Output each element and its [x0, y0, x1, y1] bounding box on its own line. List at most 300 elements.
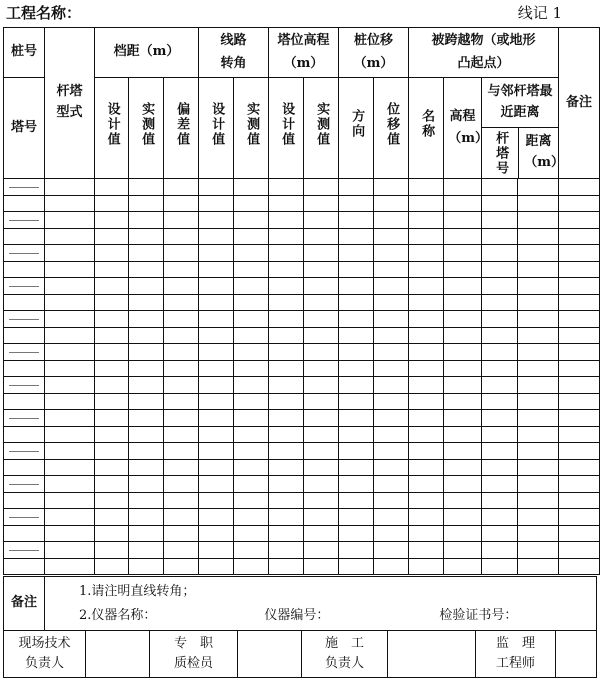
table-cell[interactable]	[95, 493, 129, 509]
table-cell[interactable]	[518, 196, 559, 212]
table-cell[interactable]	[234, 542, 269, 559]
table-cell[interactable]	[339, 460, 374, 476]
table-cell[interactable]	[304, 394, 339, 410]
table-cell[interactable]	[95, 344, 129, 361]
table-cell[interactable]	[339, 509, 374, 526]
table-cell[interactable]	[374, 212, 409, 229]
table-cell[interactable]	[518, 427, 559, 443]
table-cell[interactable]	[4, 278, 45, 295]
table-cell[interactable]	[199, 212, 234, 229]
table-cell[interactable]	[164, 196, 199, 212]
table-cell[interactable]	[129, 394, 164, 410]
table-cell[interactable]	[164, 542, 199, 559]
table-cell[interactable]	[559, 344, 600, 361]
table-cell[interactable]	[4, 377, 45, 394]
table-cell[interactable]	[269, 526, 304, 542]
table-cell[interactable]	[339, 179, 374, 196]
table-cell[interactable]	[304, 328, 339, 344]
table-cell[interactable]	[164, 427, 199, 443]
table-cell[interactable]	[409, 443, 444, 460]
table-cell[interactable]	[45, 311, 95, 328]
table-cell[interactable]	[45, 328, 95, 344]
table-cell[interactable]	[129, 542, 164, 559]
table-cell[interactable]	[234, 443, 269, 460]
table-cell[interactable]	[164, 526, 199, 542]
table-cell[interactable]	[482, 526, 518, 542]
table-cell[interactable]	[559, 559, 600, 575]
table-cell[interactable]	[518, 262, 559, 278]
table-cell[interactable]	[482, 559, 518, 575]
table-cell[interactable]	[129, 196, 164, 212]
table-cell[interactable]	[164, 328, 199, 344]
table-cell[interactable]	[164, 460, 199, 476]
table-cell[interactable]	[164, 179, 199, 196]
table-cell[interactable]	[444, 311, 482, 328]
table-cell[interactable]	[234, 295, 269, 311]
table-cell[interactable]	[518, 493, 559, 509]
table-cell[interactable]	[444, 559, 482, 575]
table-cell[interactable]	[234, 394, 269, 410]
table-cell[interactable]	[95, 361, 129, 377]
table-cell[interactable]	[409, 526, 444, 542]
table-cell[interactable]	[164, 295, 199, 311]
table-cell[interactable]	[269, 542, 304, 559]
sig-site-tech-field[interactable]	[86, 631, 150, 678]
table-cell[interactable]	[482, 394, 518, 410]
table-cell[interactable]	[444, 196, 482, 212]
table-cell[interactable]	[482, 427, 518, 443]
table-cell[interactable]	[444, 361, 482, 377]
table-cell[interactable]	[129, 344, 164, 361]
table-cell[interactable]	[304, 245, 339, 262]
table-cell[interactable]	[482, 493, 518, 509]
table-cell[interactable]	[95, 245, 129, 262]
table-cell[interactable]	[45, 179, 95, 196]
table-cell[interactable]	[45, 443, 95, 460]
table-cell[interactable]	[339, 394, 374, 410]
table-cell[interactable]	[129, 328, 164, 344]
table-cell[interactable]	[559, 476, 600, 493]
table-cell[interactable]	[164, 229, 199, 245]
table-cell[interactable]	[339, 493, 374, 509]
table-cell[interactable]	[164, 245, 199, 262]
table-cell[interactable]	[482, 410, 518, 427]
table-cell[interactable]	[482, 476, 518, 493]
table-cell[interactable]	[374, 245, 409, 262]
table-cell[interactable]	[409, 394, 444, 410]
table-cell[interactable]	[45, 493, 95, 509]
table-cell[interactable]	[304, 196, 339, 212]
table-cell[interactable]	[129, 559, 164, 575]
table-cell[interactable]	[374, 328, 409, 344]
table-cell[interactable]	[199, 295, 234, 311]
table-cell[interactable]	[339, 196, 374, 212]
table-cell[interactable]	[269, 377, 304, 394]
table-cell[interactable]	[164, 377, 199, 394]
table-cell[interactable]	[95, 212, 129, 229]
table-cell[interactable]	[482, 344, 518, 361]
table-cell[interactable]	[269, 493, 304, 509]
table-cell[interactable]	[482, 245, 518, 262]
table-cell[interactable]	[444, 229, 482, 245]
table-cell[interactable]	[4, 196, 45, 212]
table-cell[interactable]	[234, 328, 269, 344]
table-cell[interactable]	[234, 278, 269, 295]
table-cell[interactable]	[234, 559, 269, 575]
table-cell[interactable]	[339, 344, 374, 361]
table-cell[interactable]	[482, 229, 518, 245]
table-cell[interactable]	[95, 460, 129, 476]
table-cell[interactable]	[518, 410, 559, 427]
table-cell[interactable]	[164, 361, 199, 377]
table-cell[interactable]	[269, 410, 304, 427]
table-cell[interactable]	[374, 427, 409, 443]
table-cell[interactable]	[164, 559, 199, 575]
table-cell[interactable]	[339, 526, 374, 542]
table-cell[interactable]	[234, 311, 269, 328]
table-cell[interactable]	[559, 295, 600, 311]
table-cell[interactable]	[199, 559, 234, 575]
table-cell[interactable]	[199, 179, 234, 196]
table-cell[interactable]	[559, 394, 600, 410]
table-cell[interactable]	[374, 559, 409, 575]
table-cell[interactable]	[559, 328, 600, 344]
table-cell[interactable]	[304, 443, 339, 460]
table-cell[interactable]	[444, 262, 482, 278]
table-cell[interactable]	[374, 410, 409, 427]
table-cell[interactable]	[518, 179, 559, 196]
table-cell[interactable]	[269, 229, 304, 245]
table-cell[interactable]	[95, 559, 129, 575]
table-cell[interactable]	[409, 311, 444, 328]
table-cell[interactable]	[269, 278, 304, 295]
table-cell[interactable]	[374, 460, 409, 476]
table-cell[interactable]	[559, 427, 600, 443]
table-cell[interactable]	[374, 526, 409, 542]
table-cell[interactable]	[409, 196, 444, 212]
table-cell[interactable]	[304, 262, 339, 278]
table-cell[interactable]	[234, 229, 269, 245]
table-cell[interactable]	[199, 377, 234, 394]
table-cell[interactable]	[409, 493, 444, 509]
table-cell[interactable]	[199, 245, 234, 262]
table-cell[interactable]	[559, 311, 600, 328]
table-cell[interactable]	[559, 179, 600, 196]
table-cell[interactable]	[129, 526, 164, 542]
table-cell[interactable]	[95, 311, 129, 328]
table-cell[interactable]	[409, 328, 444, 344]
table-cell[interactable]	[304, 509, 339, 526]
table-cell[interactable]	[339, 476, 374, 493]
table-cell[interactable]	[409, 361, 444, 377]
table-cell[interactable]	[234, 262, 269, 278]
table-cell[interactable]	[45, 526, 95, 542]
table-cell[interactable]	[304, 229, 339, 245]
table-cell[interactable]	[269, 559, 304, 575]
table-cell[interactable]	[269, 427, 304, 443]
table-cell[interactable]	[95, 476, 129, 493]
table-cell[interactable]	[482, 328, 518, 344]
table-cell[interactable]	[559, 460, 600, 476]
table-cell[interactable]	[444, 493, 482, 509]
table-cell[interactable]	[95, 542, 129, 559]
table-cell[interactable]	[4, 179, 45, 196]
table-cell[interactable]	[304, 542, 339, 559]
table-cell[interactable]	[374, 278, 409, 295]
table-cell[interactable]	[4, 394, 45, 410]
table-cell[interactable]	[45, 344, 95, 361]
table-cell[interactable]	[409, 245, 444, 262]
table-cell[interactable]	[234, 245, 269, 262]
table-cell[interactable]	[559, 493, 600, 509]
table-cell[interactable]	[45, 460, 95, 476]
table-cell[interactable]	[234, 476, 269, 493]
table-cell[interactable]	[409, 229, 444, 245]
table-cell[interactable]	[234, 344, 269, 361]
table-cell[interactable]	[4, 229, 45, 245]
table-cell[interactable]	[199, 344, 234, 361]
table-cell[interactable]	[45, 410, 95, 427]
table-cell[interactable]	[409, 344, 444, 361]
table-cell[interactable]	[339, 542, 374, 559]
table-cell[interactable]	[269, 328, 304, 344]
table-cell[interactable]	[444, 295, 482, 311]
table-cell[interactable]	[234, 460, 269, 476]
table-cell[interactable]	[129, 295, 164, 311]
table-cell[interactable]	[374, 542, 409, 559]
table-cell[interactable]	[409, 476, 444, 493]
table-cell[interactable]	[129, 443, 164, 460]
table-cell[interactable]	[199, 361, 234, 377]
table-cell[interactable]	[339, 361, 374, 377]
table-cell[interactable]	[129, 410, 164, 427]
table-cell[interactable]	[518, 245, 559, 262]
table-cell[interactable]	[518, 361, 559, 377]
table-cell[interactable]	[304, 212, 339, 229]
table-cell[interactable]	[199, 229, 234, 245]
table-cell[interactable]	[45, 427, 95, 443]
table-cell[interactable]	[234, 179, 269, 196]
table-cell[interactable]	[339, 245, 374, 262]
table-cell[interactable]	[374, 311, 409, 328]
table-cell[interactable]	[129, 361, 164, 377]
table-cell[interactable]	[518, 212, 559, 229]
table-cell[interactable]	[95, 410, 129, 427]
table-cell[interactable]	[444, 245, 482, 262]
table-cell[interactable]	[199, 278, 234, 295]
table-cell[interactable]	[269, 509, 304, 526]
table-cell[interactable]	[269, 196, 304, 212]
table-cell[interactable]	[339, 295, 374, 311]
table-cell[interactable]	[234, 410, 269, 427]
table-cell[interactable]	[482, 212, 518, 229]
table-cell[interactable]	[129, 493, 164, 509]
table-cell[interactable]	[95, 377, 129, 394]
table-cell[interactable]	[482, 196, 518, 212]
table-cell[interactable]	[444, 212, 482, 229]
table-cell[interactable]	[4, 311, 45, 328]
table-cell[interactable]	[4, 361, 45, 377]
table-cell[interactable]	[374, 493, 409, 509]
table-cell[interactable]	[482, 443, 518, 460]
table-cell[interactable]	[269, 295, 304, 311]
table-cell[interactable]	[4, 427, 45, 443]
table-cell[interactable]	[199, 262, 234, 278]
table-cell[interactable]	[559, 377, 600, 394]
table-cell[interactable]	[199, 460, 234, 476]
table-cell[interactable]	[304, 377, 339, 394]
table-cell[interactable]	[518, 344, 559, 361]
table-cell[interactable]	[409, 559, 444, 575]
table-cell[interactable]	[482, 377, 518, 394]
table-cell[interactable]	[95, 394, 129, 410]
table-cell[interactable]	[234, 526, 269, 542]
table-cell[interactable]	[45, 245, 95, 262]
table-cell[interactable]	[409, 179, 444, 196]
table-cell[interactable]	[444, 328, 482, 344]
table-cell[interactable]	[304, 361, 339, 377]
table-cell[interactable]	[199, 410, 234, 427]
table-cell[interactable]	[129, 460, 164, 476]
table-cell[interactable]	[559, 526, 600, 542]
table-cell[interactable]	[164, 443, 199, 460]
table-cell[interactable]	[339, 328, 374, 344]
table-cell[interactable]	[559, 361, 600, 377]
table-cell[interactable]	[45, 196, 95, 212]
table-cell[interactable]	[444, 179, 482, 196]
table-cell[interactable]	[444, 542, 482, 559]
table-cell[interactable]	[269, 212, 304, 229]
table-cell[interactable]	[518, 278, 559, 295]
table-cell[interactable]	[339, 311, 374, 328]
table-cell[interactable]	[518, 311, 559, 328]
table-cell[interactable]	[482, 460, 518, 476]
table-cell[interactable]	[234, 493, 269, 509]
table-cell[interactable]	[269, 443, 304, 460]
table-cell[interactable]	[4, 460, 45, 476]
table-cell[interactable]	[518, 509, 559, 526]
table-cell[interactable]	[164, 493, 199, 509]
table-cell[interactable]	[482, 278, 518, 295]
table-cell[interactable]	[444, 526, 482, 542]
table-cell[interactable]	[304, 410, 339, 427]
table-cell[interactable]	[45, 262, 95, 278]
table-cell[interactable]	[339, 377, 374, 394]
table-cell[interactable]	[269, 262, 304, 278]
table-cell[interactable]	[164, 262, 199, 278]
table-cell[interactable]	[559, 278, 600, 295]
table-cell[interactable]	[4, 212, 45, 229]
table-cell[interactable]	[518, 443, 559, 460]
table-cell[interactable]	[409, 460, 444, 476]
table-cell[interactable]	[269, 311, 304, 328]
table-cell[interactable]	[199, 427, 234, 443]
table-cell[interactable]	[374, 394, 409, 410]
table-cell[interactable]	[339, 410, 374, 427]
table-cell[interactable]	[45, 394, 95, 410]
table-cell[interactable]	[234, 377, 269, 394]
table-cell[interactable]	[95, 427, 129, 443]
table-cell[interactable]	[444, 443, 482, 460]
table-cell[interactable]	[482, 509, 518, 526]
table-cell[interactable]	[4, 493, 45, 509]
table-cell[interactable]	[199, 311, 234, 328]
table-cell[interactable]	[339, 229, 374, 245]
table-cell[interactable]	[45, 361, 95, 377]
table-cell[interactable]	[444, 344, 482, 361]
table-cell[interactable]	[164, 394, 199, 410]
table-cell[interactable]	[45, 278, 95, 295]
table-cell[interactable]	[304, 460, 339, 476]
table-cell[interactable]	[304, 311, 339, 328]
table-cell[interactable]	[518, 460, 559, 476]
table-cell[interactable]	[199, 526, 234, 542]
table-cell[interactable]	[304, 179, 339, 196]
table-cell[interactable]	[164, 212, 199, 229]
table-cell[interactable]	[304, 526, 339, 542]
table-cell[interactable]	[129, 427, 164, 443]
table-cell[interactable]	[339, 427, 374, 443]
table-cell[interactable]	[164, 509, 199, 526]
table-cell[interactable]	[4, 344, 45, 361]
table-cell[interactable]	[4, 410, 45, 427]
table-cell[interactable]	[95, 509, 129, 526]
table-cell[interactable]	[199, 394, 234, 410]
table-cell[interactable]	[444, 460, 482, 476]
table-cell[interactable]	[304, 559, 339, 575]
table-cell[interactable]	[559, 542, 600, 559]
table-cell[interactable]	[444, 377, 482, 394]
table-cell[interactable]	[164, 476, 199, 493]
table-cell[interactable]	[409, 542, 444, 559]
table-cell[interactable]	[559, 229, 600, 245]
table-cell[interactable]	[4, 295, 45, 311]
table-cell[interactable]	[4, 526, 45, 542]
table-cell[interactable]	[234, 196, 269, 212]
table-cell[interactable]	[339, 212, 374, 229]
sig-qc-field[interactable]	[238, 631, 302, 678]
table-cell[interactable]	[409, 427, 444, 443]
table-cell[interactable]	[559, 262, 600, 278]
table-cell[interactable]	[199, 443, 234, 460]
table-cell[interactable]	[409, 262, 444, 278]
table-cell[interactable]	[304, 278, 339, 295]
table-cell[interactable]	[339, 262, 374, 278]
table-cell[interactable]	[45, 476, 95, 493]
table-cell[interactable]	[129, 212, 164, 229]
table-cell[interactable]	[482, 311, 518, 328]
table-cell[interactable]	[409, 410, 444, 427]
table-cell[interactable]	[4, 559, 45, 575]
table-cell[interactable]	[129, 245, 164, 262]
table-cell[interactable]	[374, 377, 409, 394]
table-cell[interactable]	[234, 212, 269, 229]
table-cell[interactable]	[374, 361, 409, 377]
table-cell[interactable]	[164, 410, 199, 427]
table-cell[interactable]	[199, 196, 234, 212]
table-cell[interactable]	[374, 196, 409, 212]
table-cell[interactable]	[444, 394, 482, 410]
table-cell[interactable]	[95, 196, 129, 212]
table-cell[interactable]	[164, 344, 199, 361]
table-cell[interactable]	[269, 344, 304, 361]
table-cell[interactable]	[518, 328, 559, 344]
sig-supervisor-field[interactable]	[556, 631, 597, 678]
table-cell[interactable]	[374, 179, 409, 196]
table-cell[interactable]	[199, 509, 234, 526]
table-cell[interactable]	[304, 344, 339, 361]
table-cell[interactable]	[164, 278, 199, 295]
